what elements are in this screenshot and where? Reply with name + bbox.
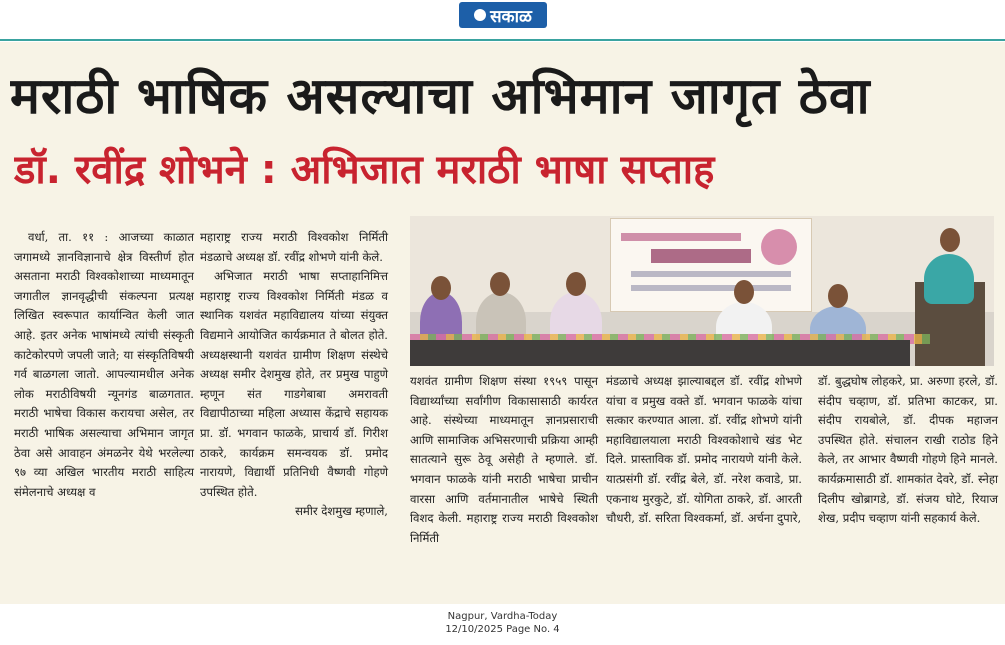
article-column-2 <box>200 228 388 588</box>
column-2-paragraph: समीर देशमुख म्हणाले, <box>295 504 388 519</box>
date-page-label: 12/10/2025 Page No. 4 <box>445 624 560 635</box>
logo-emblem-icon <box>474 9 486 21</box>
event-photo <box>410 216 994 366</box>
edition-label: Nagpur, Vardha-Today <box>447 611 558 622</box>
photo-table <box>410 340 910 366</box>
logo-text: सकाळ <box>490 6 532 27</box>
masthead <box>0 0 1005 40</box>
column-3-paragraph: यशवंत ग्रामीण शिक्षण संस्था १९५९ पासून विद्यार्थ्यांच्या सर्वांगीण विकासासाठी कार्यरत आहे. संस्थेच्या माध्यमातून ज्ञानप्रसाराची आणि सामाजिक अभिसरणाची प्रक्रिया आम्ही सातत्याने सुरू ठेवू असेही ते म्हणाले. डॉ. भगवान फाळके यांनी मराठी भाषेचा प्राचीन वारसा आणि वर्तमानातील भाषेचे स्थिती विशद केली. महाराष्ट्र राज्य मराठी विश्वकोश निर्मिती <box>410 374 598 545</box>
article-subheadline: डॉ. रवींद्र शोभने : अभिजात मराठी भाषा सप्ताह <box>14 147 715 193</box>
sakal-logo <box>459 2 547 28</box>
article-column-5 <box>818 372 998 592</box>
column-4-paragraph: मंडळाचे अध्यक्ष झाल्याबद्दल डॉ. रवींद्र शोभणे यांचा व प्रमुख वक्ते डॉ. भगवान फाळके यांचा सत्कार करण्यात आला. डॉ. रवींद्र शोभणे यांनी महाविद्यालयाला मराठी विश्वकोशाचे खंड भेट दिले. प्रास्ताविक डॉ. प्रमोद नारायणे यांनी केले. यात्प्रसंगी डॉ. रवींद्र बेले, डॉ. नरेश कवाडे, प्रा. एकनाथ मुरकुटे, डॉ. योगिता ठाकरे, डॉ. आरती चौधरी, डॉ. सरिता विश्वकर्मा, डॉ. अर्चना दुपारे, <box>606 374 802 526</box>
column-2-paragraph: महाराष्ट्र राज्य मराठी विश्वकोश निर्मिती मंडळाचे अध्यक्ष डॉ. रवींद्र शोभणे यांनी केले. <box>200 230 388 264</box>
article-headline: मराठी भाषिक असल्याचा अभिमान जागृत ठेवा <box>10 67 871 125</box>
photo-event-banner <box>610 218 812 312</box>
masthead-divider <box>0 39 1005 41</box>
article-column-4 <box>606 372 802 592</box>
article-column-3 <box>410 372 598 592</box>
article-column-1 <box>14 228 194 588</box>
column-1-paragraph: वर्धा, ता. ११ : आजच्या काळात जगामध्ये ज्ञानविज्ञानाचे क्षेत्र विस्तीर्ण होत असताना मराठी विश्वकोशाच्या माध्यमातून जगातील ज्ञानवृद्धीची संकल्पना प्रत्यक्ष लिखित स्वरूपात कार्यान्वित केली जात आहे. इतर अनेक भाषांमध्ये त्यांची संस्कृती काटेकोरपणे जपली जाते; या संस्कृतिविषयी गर्व बाळगला जातो. आपल्यामधील अनेक लोक मराठीविषयी न्यूनगंड बाळगतात. मराठी भाषेचा विकास करायचा असेल, तर मराठी भाषिक असल्याचा अभिमान जागृत ठेवा असे आवाहन अंमळनेर येथे भरलेल्या ९७ व्या अखिल भारतीय मराठी साहित्य संमेलनाचे अध्यक्ष व <box>14 230 194 499</box>
clipping-footer <box>0 604 1005 645</box>
column-5-paragraph: डॉ. बुद्धघोष लोहकरे, प्रा. अरुणा हरले, डॉ. संदीप चव्हाण, डॉ. प्रतिभा काटकर, प्रा. संदीप रायबोले, डॉ. दीपक महाजन उपस्थित होते. संचालन राखी राठोड हिने केले, तर आभार वैष्णवी गोहणे हिने मानले. कार्यक्रमासाठी डॉ. शामकांत देवरे, डॉ. स्नेहा दिलीप खोब्रागडे, डॉ. संजय घोटे, रियाज शेख, प्रदीप चव्हाण यांनी सहकार्य केले. <box>818 374 998 526</box>
column-2-paragraph: अभिजात मराठी भाषा सप्ताहानिमित्त महाराष्ट्र राज्य विश्वकोश निर्मिती मंडळ व स्थानिक यशवंत महाविद्यालय यांच्या संयुक्त विद्यमाने आयोजित कार्यक्रमात ते बोलत होते. अध्यक्षस्थानी यशवंत ग्रामीण शिक्षण संस्थेचे अध्यक्ष समीर देशमुख होते, तर प्रमुख पाहुणे म्हणून संत गाडगेबाबा अमरावती विद्यापीठाच्या महिला अध्यास केंद्राचे सहायक प्रा. डॉ. भगवान फाळके, प्राचार्य डॉ. गिरीश ठाकरे, कार्यक्रम समन्वयक डॉ. प्रमोद नारायणे, विद्यार्थी प्रतिनिधी वैष्णवी गोहणे उपस्थित होते. <box>200 269 388 499</box>
photo-speaker <box>924 254 974 304</box>
